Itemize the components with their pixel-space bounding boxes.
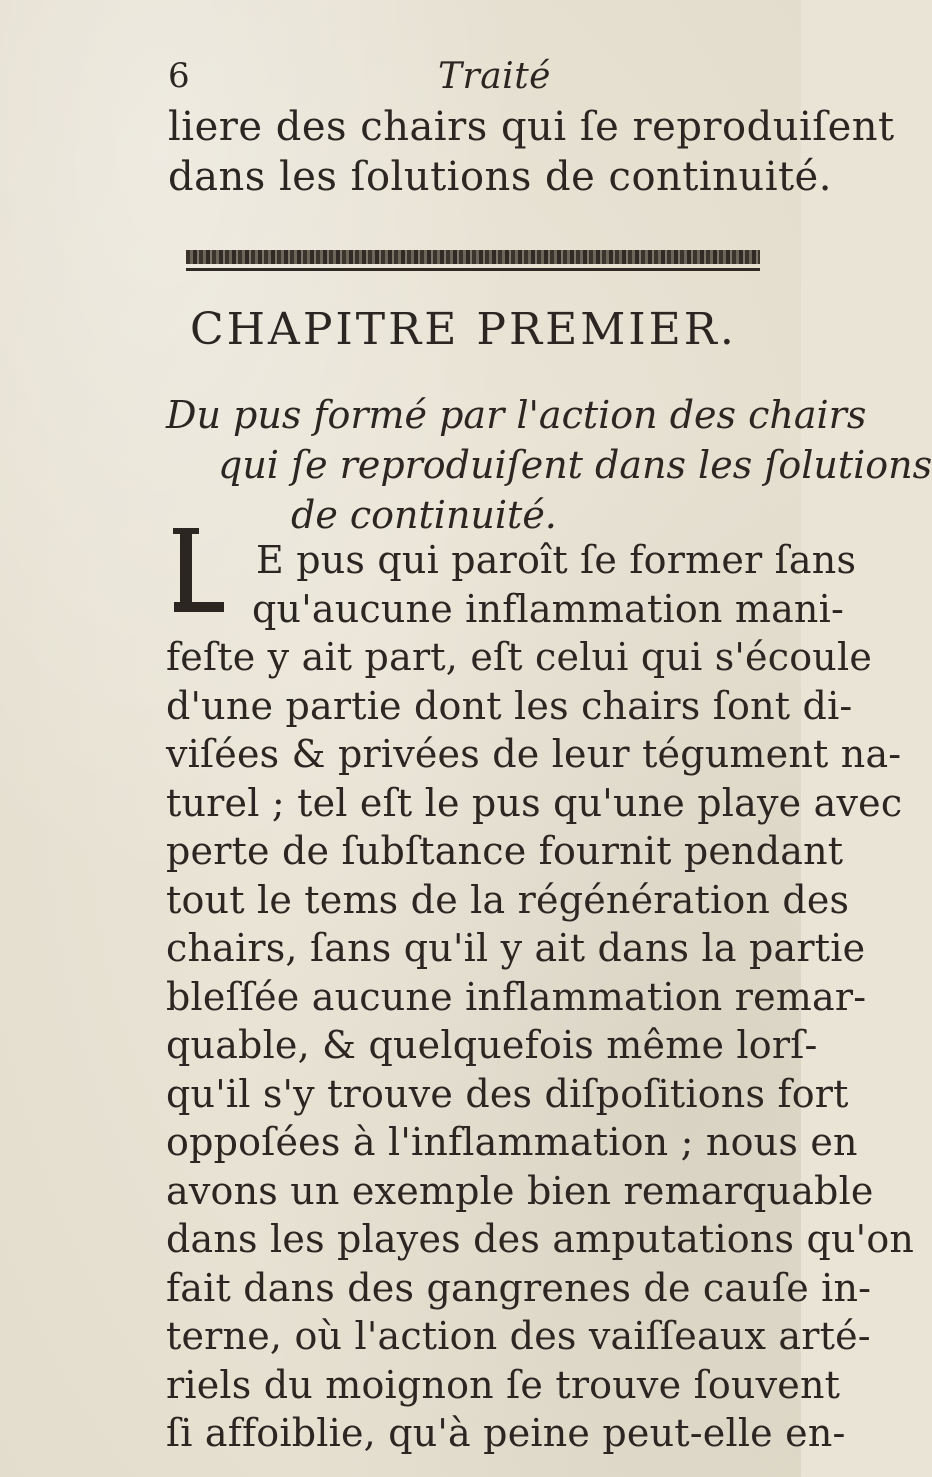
body-line: chairs, ſans qu'il y ait dans la partie [166, 926, 866, 970]
ornamental-rule [186, 250, 760, 264]
body-line: dans les playes des amputations qu'on [166, 1217, 915, 1261]
subtitle-line: de continuité. [291, 493, 557, 537]
body-line: qu'il s'y trouve des diſpoſitions fort [166, 1071, 849, 1116]
body-line: qu'aucune inflammation mani- [252, 586, 845, 631]
text-line: dans les ſolutions de continuité. [168, 154, 832, 200]
page-header [168, 56, 728, 102]
body-line: fait dans des gangrenes de cauſe in- [166, 1265, 872, 1310]
running-head: Traité [438, 56, 551, 97]
subtitle-line: Du pus formé par l'action des chairs [166, 393, 867, 437]
body-line: bleſſée aucune inflammation remar- [166, 974, 867, 1019]
chapter-title: CHAPITRE PREMIER. [190, 304, 737, 355]
body-line: avons un exemple bien remarquable [166, 1168, 874, 1213]
body-line: oppoſées à l'inflammation ; nous en [166, 1120, 858, 1164]
body-text [166, 536, 915, 1458]
body-line: riels du moignon ſe trouve ſouvent [166, 1362, 841, 1407]
divider-line [186, 268, 760, 271]
body-line: terne, où l'action des vaiſſeaux arté- [166, 1314, 871, 1358]
body-line: tout le tems de la régénération des [166, 877, 850, 922]
body-line: E pus qui paroît ſe former ſans [256, 538, 857, 582]
page-number: 6 [168, 56, 191, 96]
body-line: turel ; tel eſt le pus qu'une playe avec [166, 780, 903, 825]
body-line: quable, & quelquefois même lorſ- [166, 1023, 818, 1067]
previous-chapter-ending [168, 102, 895, 202]
subtitle-line: qui ſe reproduiſent dans les ſolutions [218, 443, 932, 487]
body-line: ſi affoiblie, qu'à peine peut-elle en- [166, 1411, 846, 1455]
text-line: liere des chairs qui ſe reproduiſent [168, 104, 895, 150]
chapter-subtitle [166, 390, 932, 540]
body-line: viſées & privées de leur tégument na- [166, 732, 902, 776]
body-line: perte de ſubſtance fournit pendant [166, 829, 844, 873]
body-line: d'une partie dont les chairs ſont di- [166, 683, 853, 728]
body-line: feſte y ait part, eſt celui qui s'écoule [166, 635, 873, 679]
